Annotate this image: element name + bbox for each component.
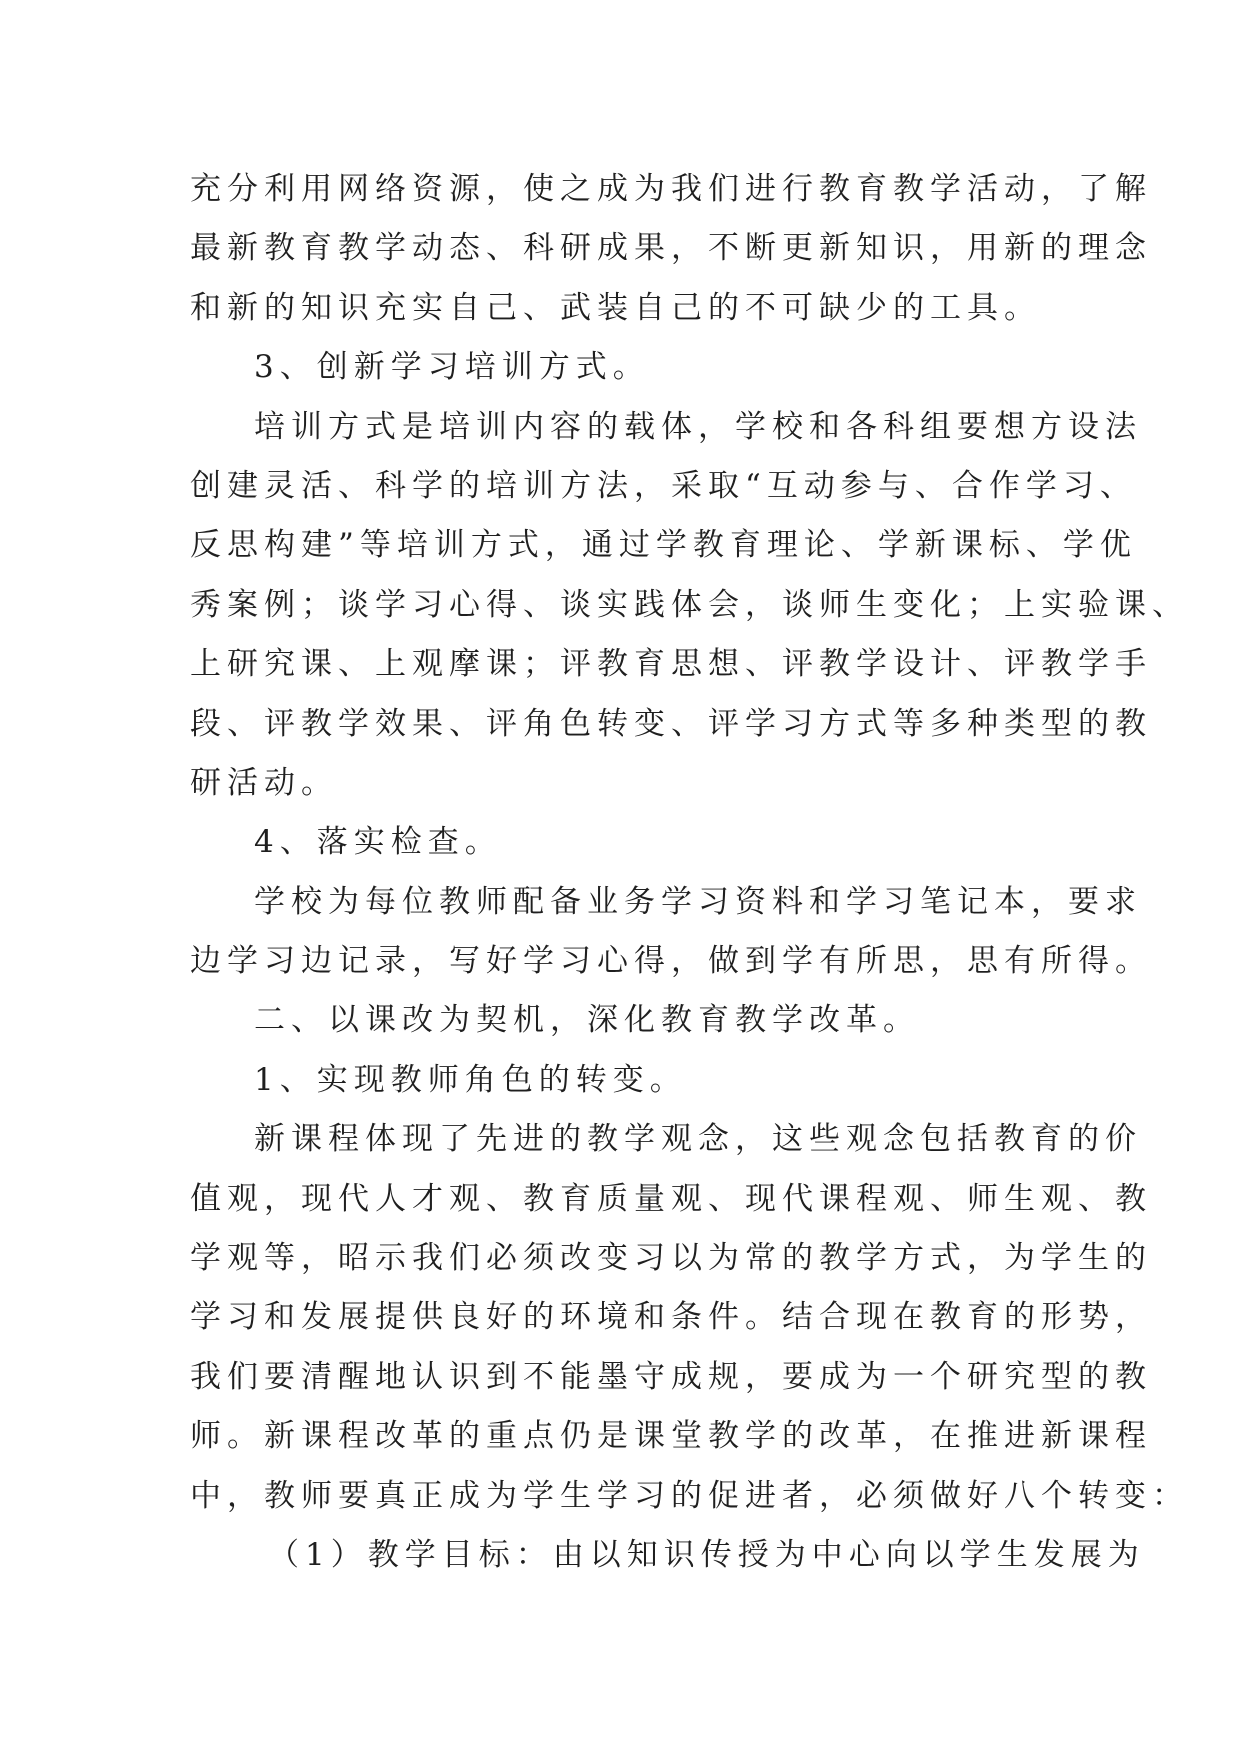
body-text <box>190 160 1189 1585</box>
text-line: 段、评教学效果、评角色转变、评学习方式等多种类型的教 <box>190 705 1152 742</box>
text-line: 学习和发展提供良好的环境和条件。结合现在教育的形势， <box>190 1299 1152 1336</box>
section-heading: 二、以课改为契机，深化教育教学改革。 <box>254 1002 920 1039</box>
text-line: 秀案例；谈学习心得、谈实践体会，谈师生变化；上实验课、 <box>190 586 1189 623</box>
list-item: （1）教学目标：由以知识传授为中心向以学生发展为 <box>268 1536 1145 1573</box>
text-line: 创建灵活、科学的培训方法，采取“互动参与、合作学习、 <box>190 467 1137 504</box>
text-line: 值观，现代人才观、教育质量观、现代课程观、师生观、教 <box>190 1180 1152 1217</box>
text-line: 研活动。 <box>190 764 338 801</box>
text-line: 新课程体现了先进的教学观念，这些观念包括教育的价 <box>254 1121 1142 1158</box>
text-line: 我们要清醒地认识到不能墨守成规，要成为一个研究型的教 <box>190 1358 1152 1395</box>
text-line: 上研究课、上观摩课；评教育思想、评教学设计、评教学手 <box>190 646 1152 683</box>
text-line: 学校为每位教师配备业务学习资料和学习笔记本，要求 <box>254 883 1142 920</box>
text-line: 边学习边记录，写好学习心得，做到学有所思，思有所得。 <box>190 943 1152 980</box>
section-heading: 1、实现教师角色的转变。 <box>254 1061 687 1098</box>
text-line: 充分利用网络资源，使之成为我们进行教育教学活动，了解 <box>190 171 1152 207</box>
text-line: 学观等，昭示我们必须改变习以为常的教学方式，为学生的 <box>190 1240 1152 1277</box>
section-heading: 3、创新学习培训方式。 <box>254 349 650 386</box>
section-heading: 4、落实检查。 <box>254 824 502 861</box>
text-line: 和新的知识充实自己、武装自己的不可缺少的工具。 <box>190 289 1041 326</box>
text-line: 师。新课程改革的重点仍是课堂教学的改革，在推进新课程 <box>190 1418 1152 1455</box>
text-line: 中，教师要真正成为学生学习的促进者，必须做好八个转变： <box>190 1477 1189 1514</box>
text-line: 最新教育教学动态、科研成果，不断更新知识，用新的理念 <box>190 230 1152 267</box>
text-line: 反思构建”等培训方式，通过学教育理论、学新课标、学优 <box>190 527 1137 564</box>
text-line: 培训方式是培训内容的载体，学校和各科组要想方设法 <box>254 408 1142 445</box>
